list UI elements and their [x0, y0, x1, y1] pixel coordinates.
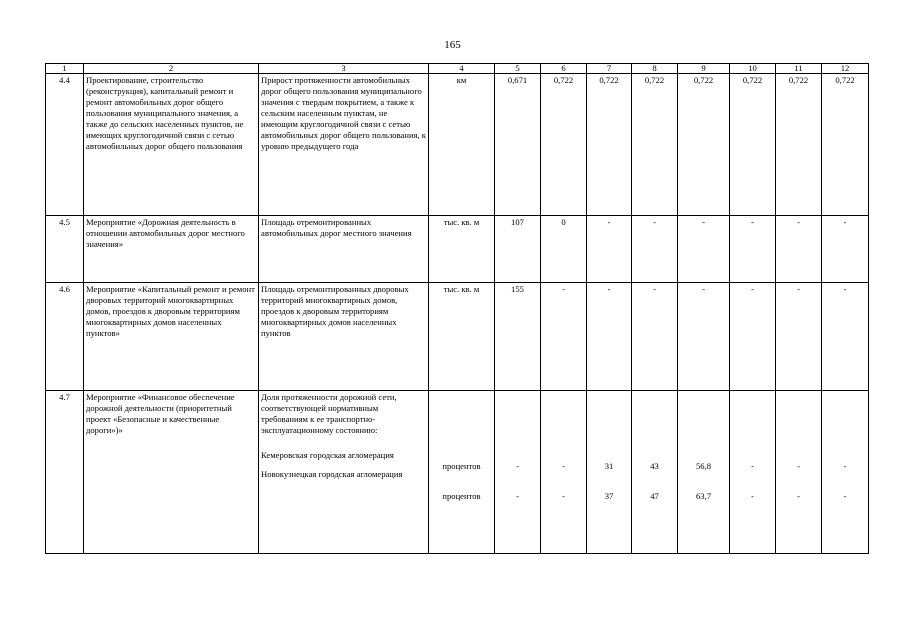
indicator-text: Доля протяженности дорожной сети, соответствующей нормативным требованиям к ее транспортно-эксплуатационному состоянию: [261, 392, 397, 435]
value-cell [678, 391, 730, 554]
event-cell: Мероприятие «Дорожная деятельность в отношении автомобильных дорог местного значения» [84, 216, 259, 283]
value-cell [587, 391, 632, 554]
value-cell [730, 391, 776, 554]
col-header: 7 [587, 64, 632, 74]
value-text: 37 [604, 491, 614, 501]
unit-cell: тыс. кв. м [429, 216, 495, 283]
indicators-table [45, 63, 869, 554]
value-cell: - [678, 283, 730, 391]
value-cell: - [776, 216, 822, 283]
value-cell: - [587, 283, 632, 391]
value-cell: - [822, 283, 869, 391]
value-text: - [516, 491, 519, 501]
value-text: 43 [650, 461, 659, 471]
value-cell: - [632, 283, 678, 391]
value-cell [541, 391, 587, 554]
value-text: - [843, 461, 847, 471]
col-header: 8 [632, 64, 678, 74]
value-cell: 155 [495, 283, 541, 391]
value-cell [776, 391, 822, 554]
row-number: 4.7 [46, 391, 84, 554]
col-header: 1 [46, 64, 84, 74]
indicator-cell: Прирост протяженности автомобильных дорог общего пользования муниципального значения с твердым покрытием, а также к сельским населенным пунктам, не имеющим круглогодичной связи с сетью автомобильных дорог общего пользования, к уровню предыдущего года [259, 74, 429, 216]
unit-cell: км [429, 74, 495, 216]
value-text: 63,7 [695, 491, 712, 501]
value-text: 31 [604, 461, 614, 471]
value-cell: - [632, 216, 678, 283]
indicator-cell [259, 391, 429, 554]
row-number: 4.4 [46, 74, 84, 216]
table-row [46, 283, 869, 391]
value-text: - [751, 491, 754, 501]
col-header: 11 [776, 64, 822, 74]
value-cell: 0,722 [822, 74, 869, 216]
indicator-cell: Площадь отремонтированных автомобильных дорог местного значения [259, 216, 429, 283]
unit-text: процентов [442, 461, 481, 471]
value-text: - [797, 461, 800, 471]
page-number: 165 [444, 39, 461, 51]
value-cell: - [541, 283, 587, 391]
value-text: - [797, 491, 800, 501]
value-text: - [751, 461, 754, 471]
value-text: 56,8 [695, 461, 712, 471]
value-text: - [516, 461, 519, 471]
value-text: - [562, 461, 565, 471]
col-header: 3 [259, 64, 429, 74]
agglomeration-name: Кемеровская городская агломерация [261, 450, 394, 460]
event-cell: Мероприятие «Финансовое обеспечение дорожной деятельности (приоритетный проект «Безопасные и качественные дороги»)» [84, 391, 259, 554]
value-cell: 0,722 [730, 74, 776, 216]
col-header: 10 [730, 64, 776, 74]
col-header: 4 [429, 64, 495, 74]
value-cell: 0,671 [495, 74, 541, 216]
value-cell: 0,722 [776, 74, 822, 216]
event-cell: Проектирование, строительство (реконструкция), капитальный ремонт и ремонт автомобильных дорог общего пользования муниципального значения, а также до сельских населенных пунктов, не имеющих круглогодичной связи с сетью автомобильных дорог общего пользования [84, 74, 259, 216]
value-cell: 0,722 [541, 74, 587, 216]
value-cell: 0,722 [587, 74, 632, 216]
value-cell: - [822, 216, 869, 283]
event-cell: Мероприятие «Капитальный ремонт и ремонт дворовых территорий многоквартирных домов, проездов к дворовым территориям многоквартирных домов населенных пунктов» [84, 283, 259, 391]
value-cell [632, 391, 678, 554]
value-cell: 0,722 [678, 74, 730, 216]
unit-text: процентов [442, 491, 481, 501]
header-row [46, 64, 869, 74]
unit-cell [429, 391, 495, 554]
value-text: 47 [650, 491, 659, 501]
value-cell: 107 [495, 216, 541, 283]
unit-cell: тыс. кв. м [429, 283, 495, 391]
table-row [46, 74, 869, 216]
value-cell: - [678, 216, 730, 283]
col-header: 9 [678, 64, 730, 74]
value-cell: 0 [541, 216, 587, 283]
col-header: 5 [495, 64, 541, 74]
value-cell [495, 391, 541, 554]
value-text: - [843, 491, 847, 501]
value-cell: - [730, 216, 776, 283]
value-cell: - [776, 283, 822, 391]
value-text: - [562, 491, 565, 501]
col-header: 2 [84, 64, 259, 74]
indicator-cell: Площадь отремонтированных дворовых территорий многоквартирных домов, проездов к дворовым территориям многоквартирных домов населенных пунктов [259, 283, 429, 391]
row-number: 4.6 [46, 283, 84, 391]
col-header: 6 [541, 64, 587, 74]
table-row [46, 391, 869, 554]
value-cell: 0,722 [632, 74, 678, 216]
agglomeration-name: Новокузнецкая городская агломерация [261, 469, 403, 479]
row-number: 4.5 [46, 216, 84, 283]
col-header: 12 [822, 64, 869, 74]
table-row [46, 216, 869, 283]
value-cell: - [730, 283, 776, 391]
value-cell [822, 391, 869, 554]
value-cell: - [587, 216, 632, 283]
